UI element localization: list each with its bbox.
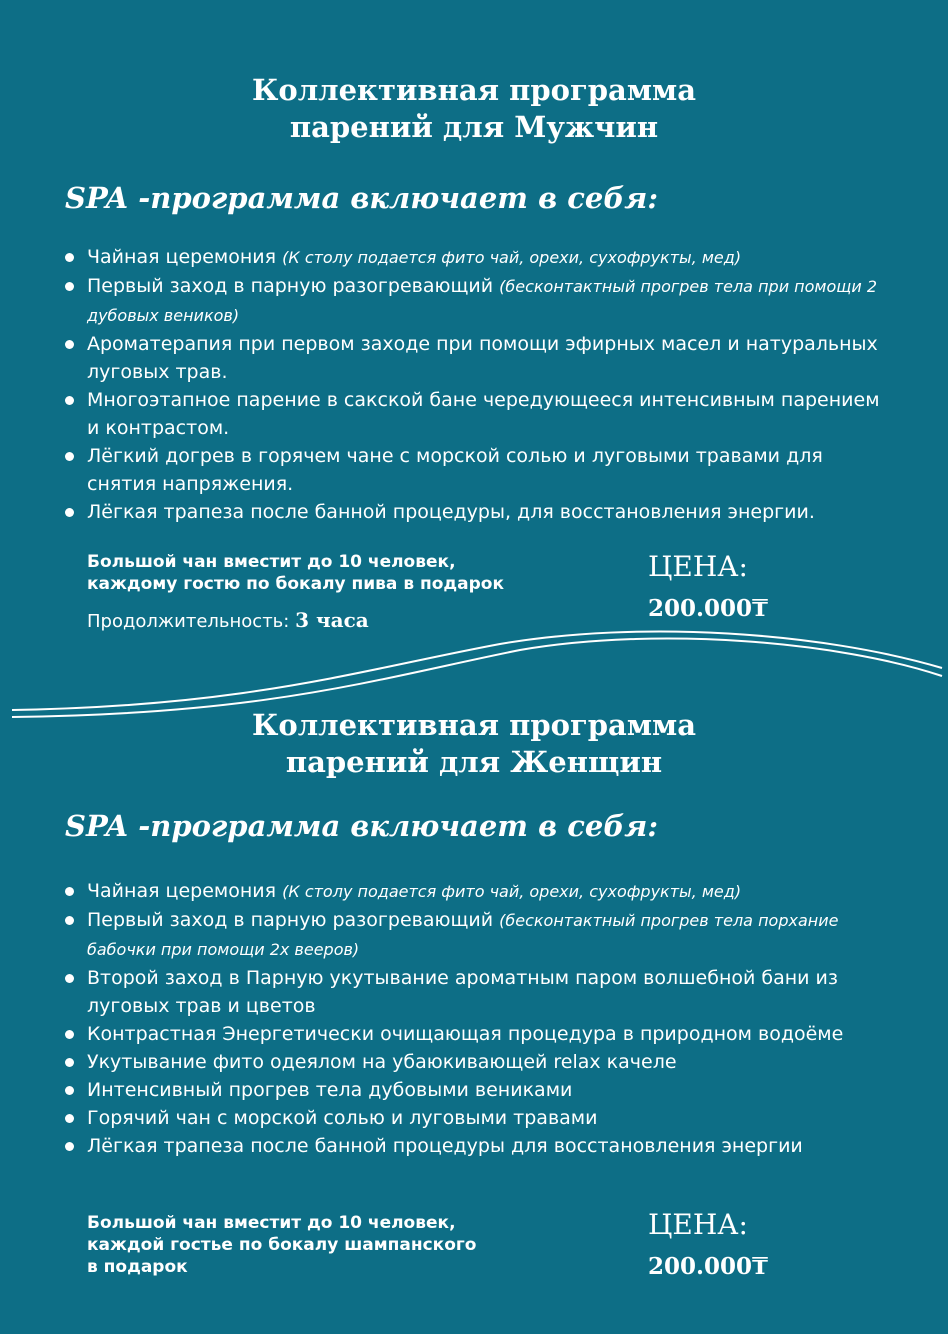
- women-spa-heading: SPA -программа включает в себя:: [65, 809, 659, 843]
- program-item: [65, 330, 895, 386]
- program-item-text: Первый заход в парную разогревающий: [87, 275, 500, 297]
- program-item: [65, 272, 895, 330]
- program-item-note: (бесконтактный прогрев тела порхание бабочки при помощи 2х вееров): [87, 911, 839, 959]
- program-item: [65, 877, 875, 906]
- men-info: [87, 551, 607, 595]
- men-title: [0, 72, 948, 146]
- program-item-text: Контрастная Энергетически очищающая процедура в природном водоёме: [87, 1023, 844, 1045]
- program-item-text: Лёгкий догрев в горячем чане с морской солью и луговыми травами для снятия напряжения.: [87, 445, 823, 495]
- women-program-list: [65, 877, 875, 1160]
- women-info: [87, 1212, 607, 1278]
- women-title-line2: парений для Женщин: [285, 745, 663, 779]
- program-item-text: Второй заход в Парную укутывание ароматным паром волшебной бани из луговых трав и цветов: [87, 967, 839, 1017]
- program-item-note: (бесконтактный прогрев тела при помощи 2 дубовых веников): [87, 277, 878, 325]
- program-item-text: Первый заход в парную разогревающий: [87, 909, 500, 931]
- program-item: [65, 442, 895, 498]
- program-item: [65, 1076, 875, 1104]
- wave-divider: [0, 610, 948, 720]
- program-item-text: Интенсивный прогрев тела дубовыми вениками: [87, 1079, 573, 1101]
- program-item: [65, 1020, 875, 1048]
- women-title-line1: Коллективная программа: [251, 708, 697, 742]
- men-spa-heading: SPA -программа включает в себя:: [65, 181, 659, 215]
- program-item: [65, 1104, 875, 1132]
- men-duration-label: Продолжительность:: [87, 611, 290, 632]
- program-item: [65, 906, 875, 964]
- program-item-text: Ароматерапия при первом заходе при помощи эфирных масел и натуральных луговых трав.: [87, 333, 878, 383]
- men-info-line1: Большой чан вместит до 10 человек,: [87, 552, 456, 572]
- women-info-line2: каждой гостье по бокалу шампанского: [87, 1235, 477, 1255]
- program-item: [65, 386, 895, 442]
- men-program-list: [65, 243, 895, 526]
- men-info-line2: каждому гостю по бокалу пива в подарок: [87, 574, 505, 594]
- women-price-value: 200.000₸: [648, 1253, 769, 1280]
- program-item-text: Чайная церемония: [87, 246, 283, 268]
- program-item-text: Горячий чан с морской солью и луговыми травами: [87, 1107, 598, 1129]
- program-item-text: Укутывание фито одеялом на убаюкивающей relax качеле: [87, 1051, 677, 1073]
- program-item: [65, 498, 895, 526]
- program-item: [65, 964, 875, 1020]
- women-info-line3: в подарок: [87, 1257, 188, 1277]
- program-item-text: Многоэтапное парение в сакской бане чередующееся интенсивным парением и контрастом.: [87, 389, 880, 439]
- men-price-value: 200.000₸: [648, 595, 769, 622]
- program-item-text: Лёгкая трапеза после банной процедуры для восстановления энергии: [87, 1135, 803, 1157]
- men-duration-value: 3 часа: [295, 608, 369, 632]
- women-title: [0, 707, 948, 781]
- women-price-label: ЦЕНА:: [648, 1208, 748, 1241]
- men-title-line2: парений для Мужчин: [289, 110, 659, 144]
- program-item: [65, 243, 895, 272]
- program-item: [65, 1132, 875, 1160]
- program-item: [65, 1048, 875, 1076]
- men-title-line1: Коллективная программа: [251, 73, 697, 107]
- men-price-label: ЦЕНА:: [648, 550, 748, 583]
- program-item-note: (К столу подается фито чай, орехи, сухофрукты, мед): [282, 248, 742, 267]
- women-info-line1: Большой чан вместит до 10 человек,: [87, 1213, 456, 1233]
- program-item-text: Лёгкая трапеза после банной процедуры, для восстановления энергии.: [87, 501, 815, 523]
- program-item-text: Чайная церемония: [87, 880, 283, 902]
- program-item-note: (К столу подается фито чай, орехи, сухофрукты, мед): [282, 882, 742, 901]
